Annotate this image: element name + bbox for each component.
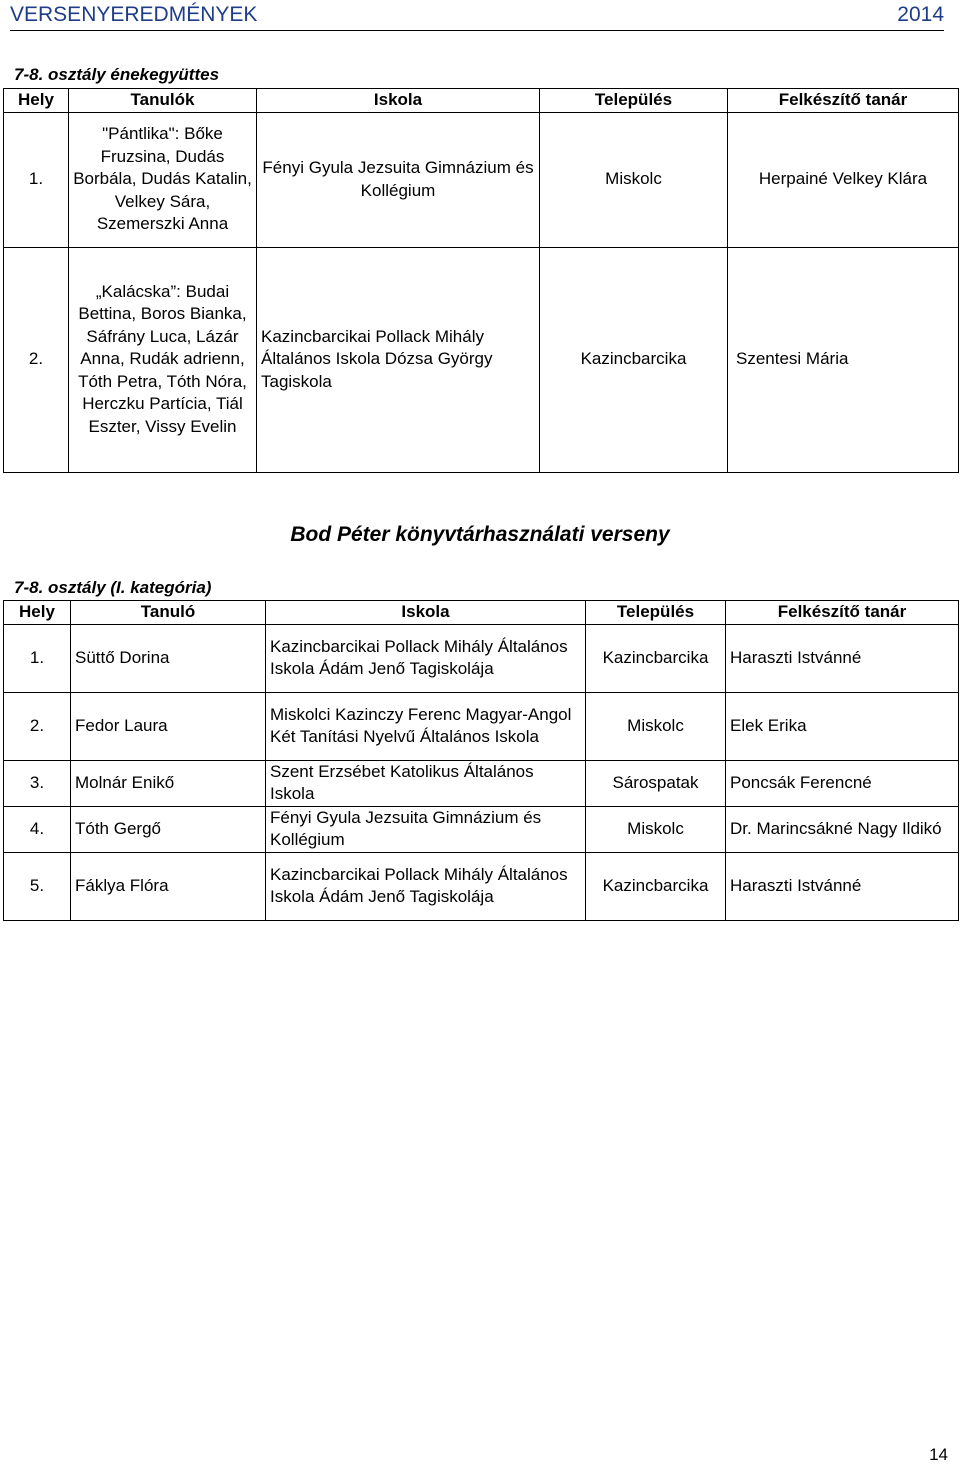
town-cell: Miskolc: [586, 692, 726, 760]
column-header: Felkészítő tanár: [728, 89, 959, 113]
student-cell: Fedor Laura: [71, 692, 266, 760]
column-header: Település: [586, 601, 726, 625]
teacher-cell: Haraszti Istvánné: [726, 624, 959, 692]
town-cell: Miskolc: [586, 806, 726, 852]
table-row: [4, 760, 959, 806]
column-header: Tanuló: [71, 601, 266, 625]
teacher-cell: Szentesi Mária: [728, 247, 959, 472]
town-cell: Kazincbarcika: [586, 852, 726, 920]
school-cell: Kazincbarcikai Pollack Mihály Általános Iskola Dózsa György Tagiskola: [257, 247, 540, 472]
document-title: VERSENYEREDMÉNYEK: [10, 3, 258, 26]
table-row: [4, 624, 959, 692]
table-row: [4, 806, 959, 852]
student-cell: Tóth Gergő: [71, 806, 266, 852]
teacher-cell: Haraszti Istvánné: [726, 852, 959, 920]
place-cell: 1.: [4, 624, 71, 692]
section-title-choir: 7-8. osztály énekegyüttes: [14, 65, 220, 84]
table-row: [4, 692, 959, 760]
column-header: Iskola: [257, 89, 540, 113]
school-cell: Kazincbarcikai Pollack Mihály Általános Iskola Ádám Jenő Tagiskolája: [266, 852, 586, 920]
student-cell: Molnár Enikő: [71, 760, 266, 806]
teacher-cell: Herpainé Velkey Klára: [728, 112, 959, 247]
students-cell: „Kalácska”: Budai Bettina, Boros Bianka, Sáfrány Luca, Lázár Anna, Rudák adrienn, Tóth Petra, Tóth Nóra, Herczku Partícia, Tiál Eszter, Vissy Evelin: [69, 247, 257, 472]
table-row: [4, 852, 959, 920]
teacher-cell: Poncsák Ferencné: [726, 760, 959, 806]
place-cell: 2.: [4, 247, 69, 472]
student-cell: Süttő Dorina: [71, 624, 266, 692]
students-cell: "Pántlika": Bőke Fruzsina, Dudás Borbála, Dudás Katalin, Velkey Sára, Szemerszki Anna: [69, 112, 257, 247]
school-cell: Miskolci Kazinczy Ferenc Magyar-Angol Két Tanítási Nyelvű Általános Iskola: [266, 692, 586, 760]
place-cell: 5.: [4, 852, 71, 920]
town-cell: Kazincbarcika: [540, 247, 728, 472]
town-cell: Sárospatak: [586, 760, 726, 806]
document-year: 2014: [897, 3, 944, 26]
library-results-table: [3, 600, 959, 921]
teacher-cell: Elek Erika: [726, 692, 959, 760]
town-cell: Miskolc: [540, 112, 728, 247]
student-cell: Fáklya Flóra: [71, 852, 266, 920]
town-cell: Kazincbarcika: [586, 624, 726, 692]
competition-title: Bod Péter könyvtárhasználati verseny: [290, 523, 670, 546]
school-cell: Kazincbarcikai Pollack Mihály Általános Iskola Ádám Jenő Tagiskolája: [266, 624, 586, 692]
school-cell: Szent Erzsébet Katolikus Általános Iskola: [266, 760, 586, 806]
table-header-row: [4, 89, 959, 113]
table-row: [4, 247, 959, 472]
column-header: Tanulók: [69, 89, 257, 113]
page-number: 14: [929, 1445, 948, 1464]
table-row: [4, 112, 959, 247]
place-cell: 2.: [4, 692, 71, 760]
place-cell: 3.: [4, 760, 71, 806]
column-header: Iskola: [266, 601, 586, 625]
table-header-row: [4, 601, 959, 625]
place-cell: 4.: [4, 806, 71, 852]
page-header: [10, 0, 944, 31]
place-cell: 1.: [4, 112, 69, 247]
choir-results-table: [3, 88, 959, 473]
school-cell: Fényi Gyula Jezsuita Gimnázium és Kollégium: [257, 112, 540, 247]
column-header: Település: [540, 89, 728, 113]
school-cell: Fényi Gyula Jezsuita Gimnázium és Kollégium: [266, 806, 586, 852]
column-header: Felkészítő tanár: [726, 601, 959, 625]
column-header: Hely: [4, 89, 69, 113]
column-header: Hely: [4, 601, 71, 625]
teacher-cell: Dr. Marincsákné Nagy Ildikó: [726, 806, 959, 852]
category-subtitle: 7-8. osztály (I. kategória): [14, 578, 212, 597]
